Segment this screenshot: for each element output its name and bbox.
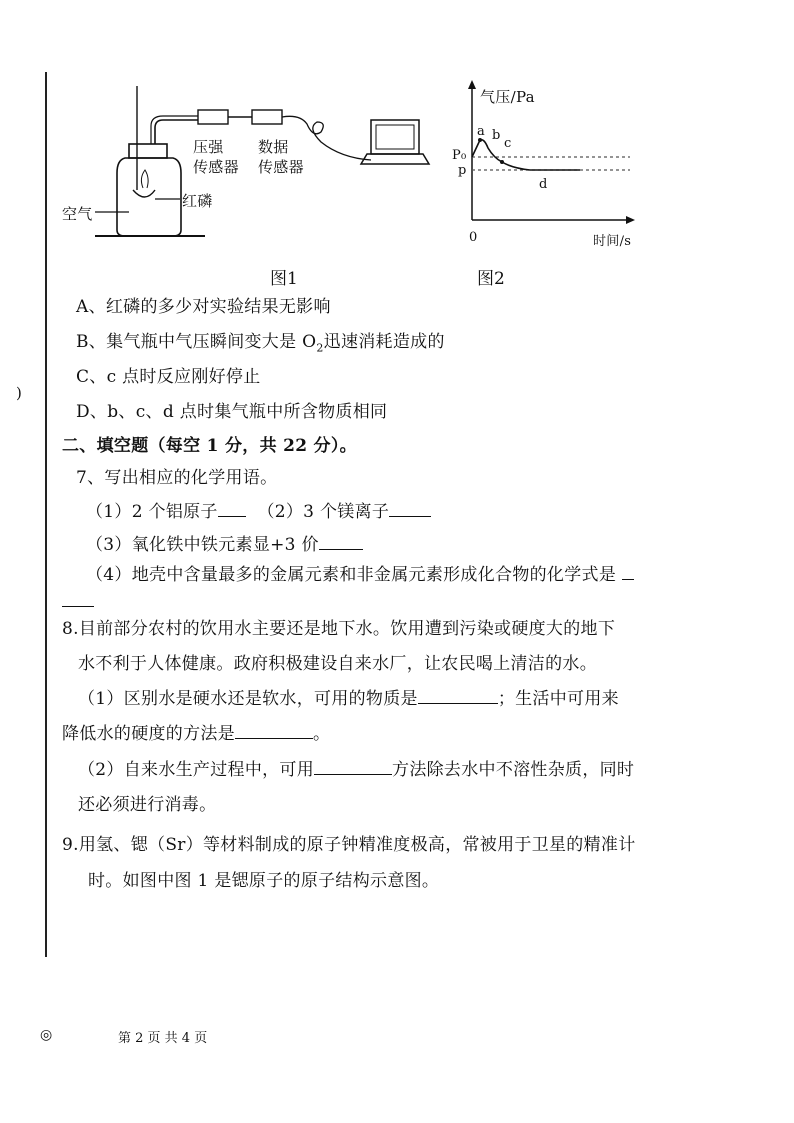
q8-part-1-tail: ；生活中可用来 — [497, 689, 619, 709]
phosphorus-label: 红磷 — [182, 192, 213, 210]
option-a: A、红磷的多少对实验结果无影响 — [76, 297, 331, 317]
q8-blank-1[interactable] — [418, 686, 498, 704]
q7-part-1: （1）2 个铝原子 — [86, 502, 218, 522]
q8-part-3: （2）自来水生产过程中，可用 — [78, 760, 315, 780]
option-b-post: 迅速消耗造成的 — [323, 332, 445, 352]
q7-blank-4a[interactable] — [622, 562, 634, 580]
q8-part-2-tail: 。 — [313, 724, 331, 744]
sensor1-label-b: 传感器 — [193, 158, 239, 176]
q7-blank-4b[interactable] — [62, 590, 94, 607]
graph-y-label: 气压/Pa — [480, 88, 535, 106]
figure-1-apparatus — [55, 78, 445, 253]
q7-part-1-2 — [86, 497, 431, 522]
q8-line-6: 还必须进行消毒。 — [78, 795, 217, 815]
q9-line-1: 9.用氢、锶（Sr）等材料制成的原子钟精准度极高，常被用于卫星的精准计 — [62, 835, 636, 855]
q8-blank-3[interactable] — [314, 757, 392, 775]
q8-line-5 — [78, 755, 634, 780]
q7-part-2: （2）3 个镁离子 — [257, 502, 390, 522]
page-number: 第 2 页 共 4 页 — [118, 1031, 208, 1046]
margin-mark: ) — [16, 384, 22, 402]
q8-part-3-tail: 方法除去水中不溶性杂质，同时 — [392, 760, 635, 780]
option-b-pre: B、集气瓶中气压瞬间变大是 O — [76, 332, 317, 352]
option-d: D、b、c、d 点时集气瓶中所含物质相同 — [76, 402, 388, 422]
figure-2-graph — [450, 78, 640, 238]
q8-line-1: 8.目前部分农村的饮用水主要还是地下水。饮用遭到污染或硬度大的地下 — [62, 619, 616, 639]
graph-origin-label: 0 — [469, 230, 478, 245]
graph-point-c: c — [504, 136, 512, 151]
q7-part-4-row — [86, 560, 634, 585]
figure-2-caption: 图2 — [477, 269, 505, 289]
q7-stem: 7、写出相应的化学用语。 — [76, 468, 278, 488]
option-b-sub: 2 — [316, 341, 324, 355]
q8-line-4 — [62, 719, 330, 744]
graph-point-b: b — [492, 128, 501, 143]
binding-margin-line — [45, 72, 47, 957]
q7-part-3-row — [86, 530, 363, 555]
q8-blank-2[interactable] — [235, 721, 313, 739]
q8-line-3 — [78, 684, 619, 709]
sensor1-label-a: 压强 — [193, 138, 224, 156]
option-b — [76, 327, 445, 354]
q8-part-2: 降低水的硬度的方法是 — [62, 724, 235, 744]
figure-1-caption: 图1 — [270, 269, 298, 289]
q9-line-2: 时。如图中图 1 是锶原子的原子结构示意图。 — [88, 871, 440, 891]
q7-blank-1[interactable] — [218, 499, 246, 517]
q7-blank-2[interactable] — [389, 499, 431, 517]
graph-point-d: d — [539, 177, 548, 192]
q7-part-3: （3）氧化铁中铁元素显+3 价 — [86, 535, 319, 555]
graph-x-label: 时间/s — [593, 234, 632, 249]
section-2-heading: 二、填空题（每空 1 分，共 22 分）。 — [62, 436, 357, 456]
sensor2-label-b: 传感器 — [258, 158, 304, 176]
q7-blank-3[interactable] — [319, 532, 363, 550]
option-c: C、c 点时反应刚好停止 — [76, 367, 261, 387]
graph-p-label: p — [458, 163, 467, 178]
air-label: 空气 — [62, 205, 93, 223]
graph-point-a: a — [477, 124, 486, 139]
q8-part-1: （1）区别水是硬水还是软水，可用的物质是 — [78, 689, 418, 709]
q8-line-2: 水不利于人体健康。政府积极建设自来水厂，让农民喝上清洁的水。 — [78, 654, 597, 674]
graph-p0-label: P₀ — [452, 148, 467, 163]
footer-mark: ◎ — [40, 1027, 53, 1043]
sensor2-label-a: 数据 — [258, 138, 289, 156]
q7-part-4: （4）地壳中含量最多的金属元素和非金属元素形成化合物的化学式是 — [86, 565, 617, 585]
